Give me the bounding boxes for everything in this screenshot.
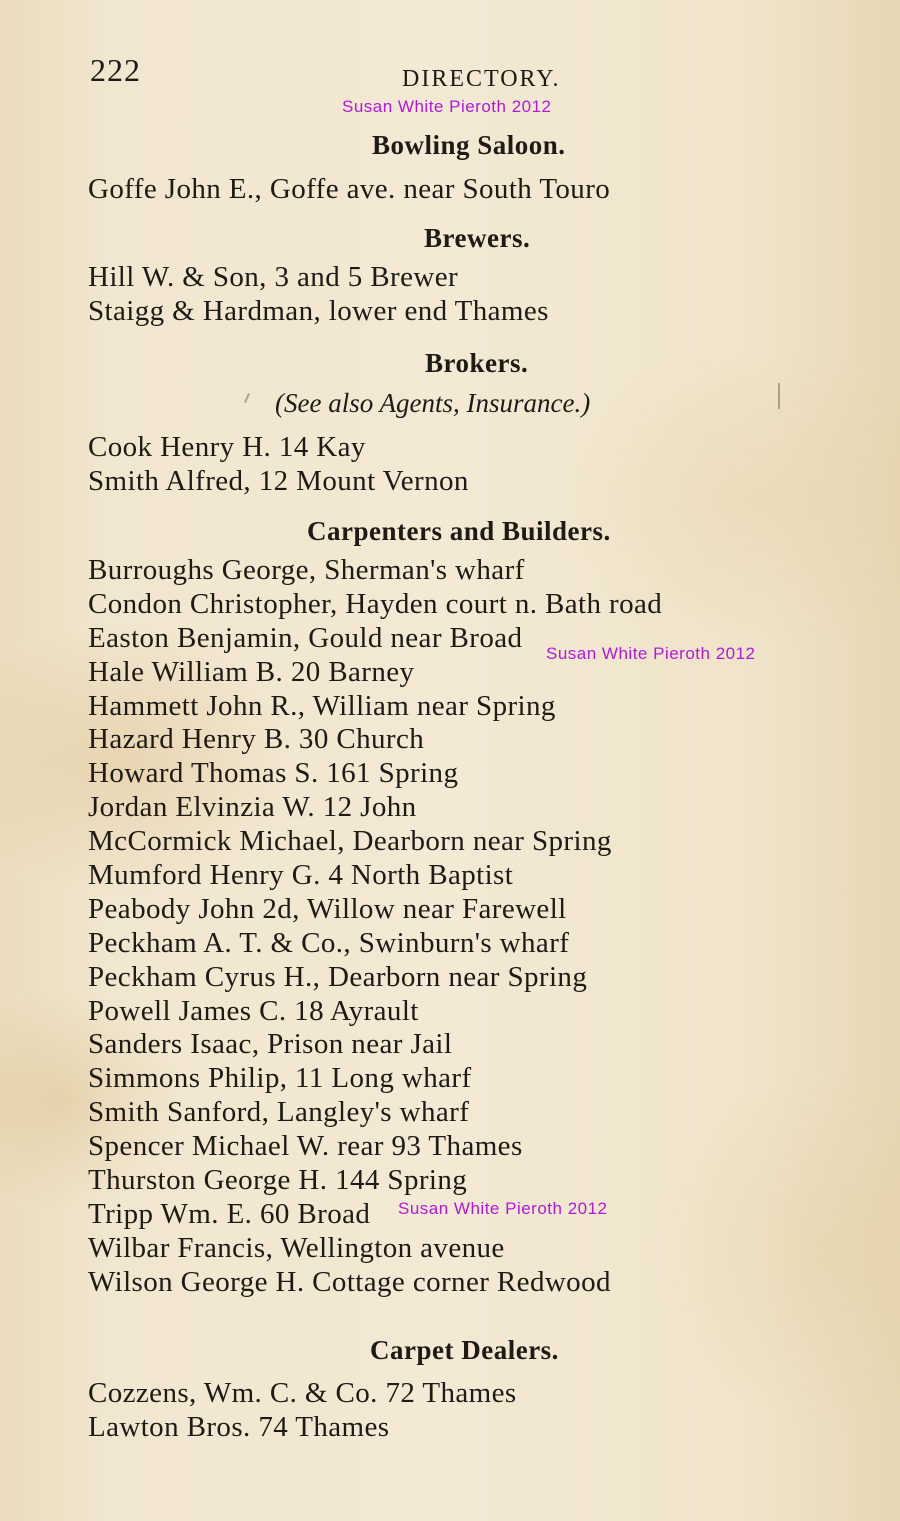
list-item: Hammett John R., William near Spring (88, 689, 556, 722)
watermark: Susan White Pieroth 2012 (546, 644, 756, 663)
list-item: Peabody John 2d, Willow near Farewell (88, 892, 567, 925)
list-item: Burroughs George, Sherman's wharf (88, 554, 525, 586)
list-item: Hazard Henry B. 30 Church (88, 723, 425, 756)
list-item: Easton Benjamin, Gould near Broad (88, 621, 523, 654)
entry-list-carpet-dealers (88, 1376, 517, 1444)
section-heading-brokers: Brokers. (425, 348, 529, 378)
list-item: Staigg & Hardman, lower end Thames (88, 295, 549, 327)
list-item: Condon Christopher, Hayden court n. Bath road (88, 587, 663, 620)
section-heading-carpenters-and-builders: Carpenters and Builders. (307, 516, 611, 546)
section-heading-brewers: Brewers. (424, 223, 531, 253)
list-item: Peckham A. T. & Co., Swinburn's wharf (88, 926, 570, 959)
list-item: Jordan Elvinzia W. 12 John (88, 791, 417, 824)
scan-artifact (778, 383, 780, 409)
scan-artifact (244, 393, 250, 403)
list-item: Tripp Wm. E. 60 Broad (88, 1197, 371, 1230)
section-heading-carpet-dealers: Carpet Dealers. (370, 1335, 559, 1365)
watermark: Susan White Pieroth 2012 (398, 1199, 608, 1218)
list-item: Hill W. & Son, 3 and 5 Brewer (88, 261, 459, 293)
list-item: Lawton Bros. 74 Thames (88, 1411, 390, 1443)
running-head: DIRECTORY. (402, 66, 561, 92)
list-item: Smith Sanford, Langley's wharf (88, 1096, 470, 1129)
list-item: Powell James C. 18 Ayrault (88, 994, 419, 1027)
list-item: Simmons Philip, 11 Long wharf (88, 1062, 472, 1095)
list-item: McCormick Michael, Dearborn near Spring (88, 825, 612, 858)
list-item: Cook Henry H. 14 Kay (88, 431, 366, 463)
list-item: Mumford Henry G. 4 North Baptist (88, 859, 514, 892)
list-item: Cozzens, Wm. C. & Co. 72 Thames (88, 1377, 517, 1409)
list-item: Smith Alfred, 12 Mount Vernon (88, 465, 469, 497)
list-item: Spencer Michael W. rear 93 Thames (88, 1130, 523, 1163)
list-item: Hale William B. 20 Barney (88, 655, 415, 688)
list-item: Wilbar Francis, Wellington avenue (88, 1231, 505, 1264)
list-item: Goffe John E., Goffe ave. near South Touro (88, 173, 611, 205)
list-item: Howard Thomas S. 161 Spring (88, 757, 459, 790)
page-number: 222 (90, 52, 141, 88)
list-item: Thurston George H. 144 Spring (88, 1164, 468, 1197)
list-item: Sanders Isaac, Prison near Jail (88, 1028, 453, 1061)
entry-list-carpenters-and-builders (88, 554, 662, 1300)
cross-reference-note: (See also Agents, Insurance.) (275, 388, 591, 418)
entry-list-brewers (88, 260, 549, 328)
list-item: Wilson George H. Cottage corner Redwood (88, 1265, 611, 1298)
entry-list-brokers (88, 430, 469, 498)
section-heading-bowling-saloon: Bowling Saloon. (372, 130, 566, 160)
entry-list-bowling-saloon (88, 172, 610, 206)
watermark: Susan White Pieroth 2012 (342, 97, 552, 116)
list-item: Peckham Cyrus H., Dearborn near Spring (88, 960, 588, 993)
